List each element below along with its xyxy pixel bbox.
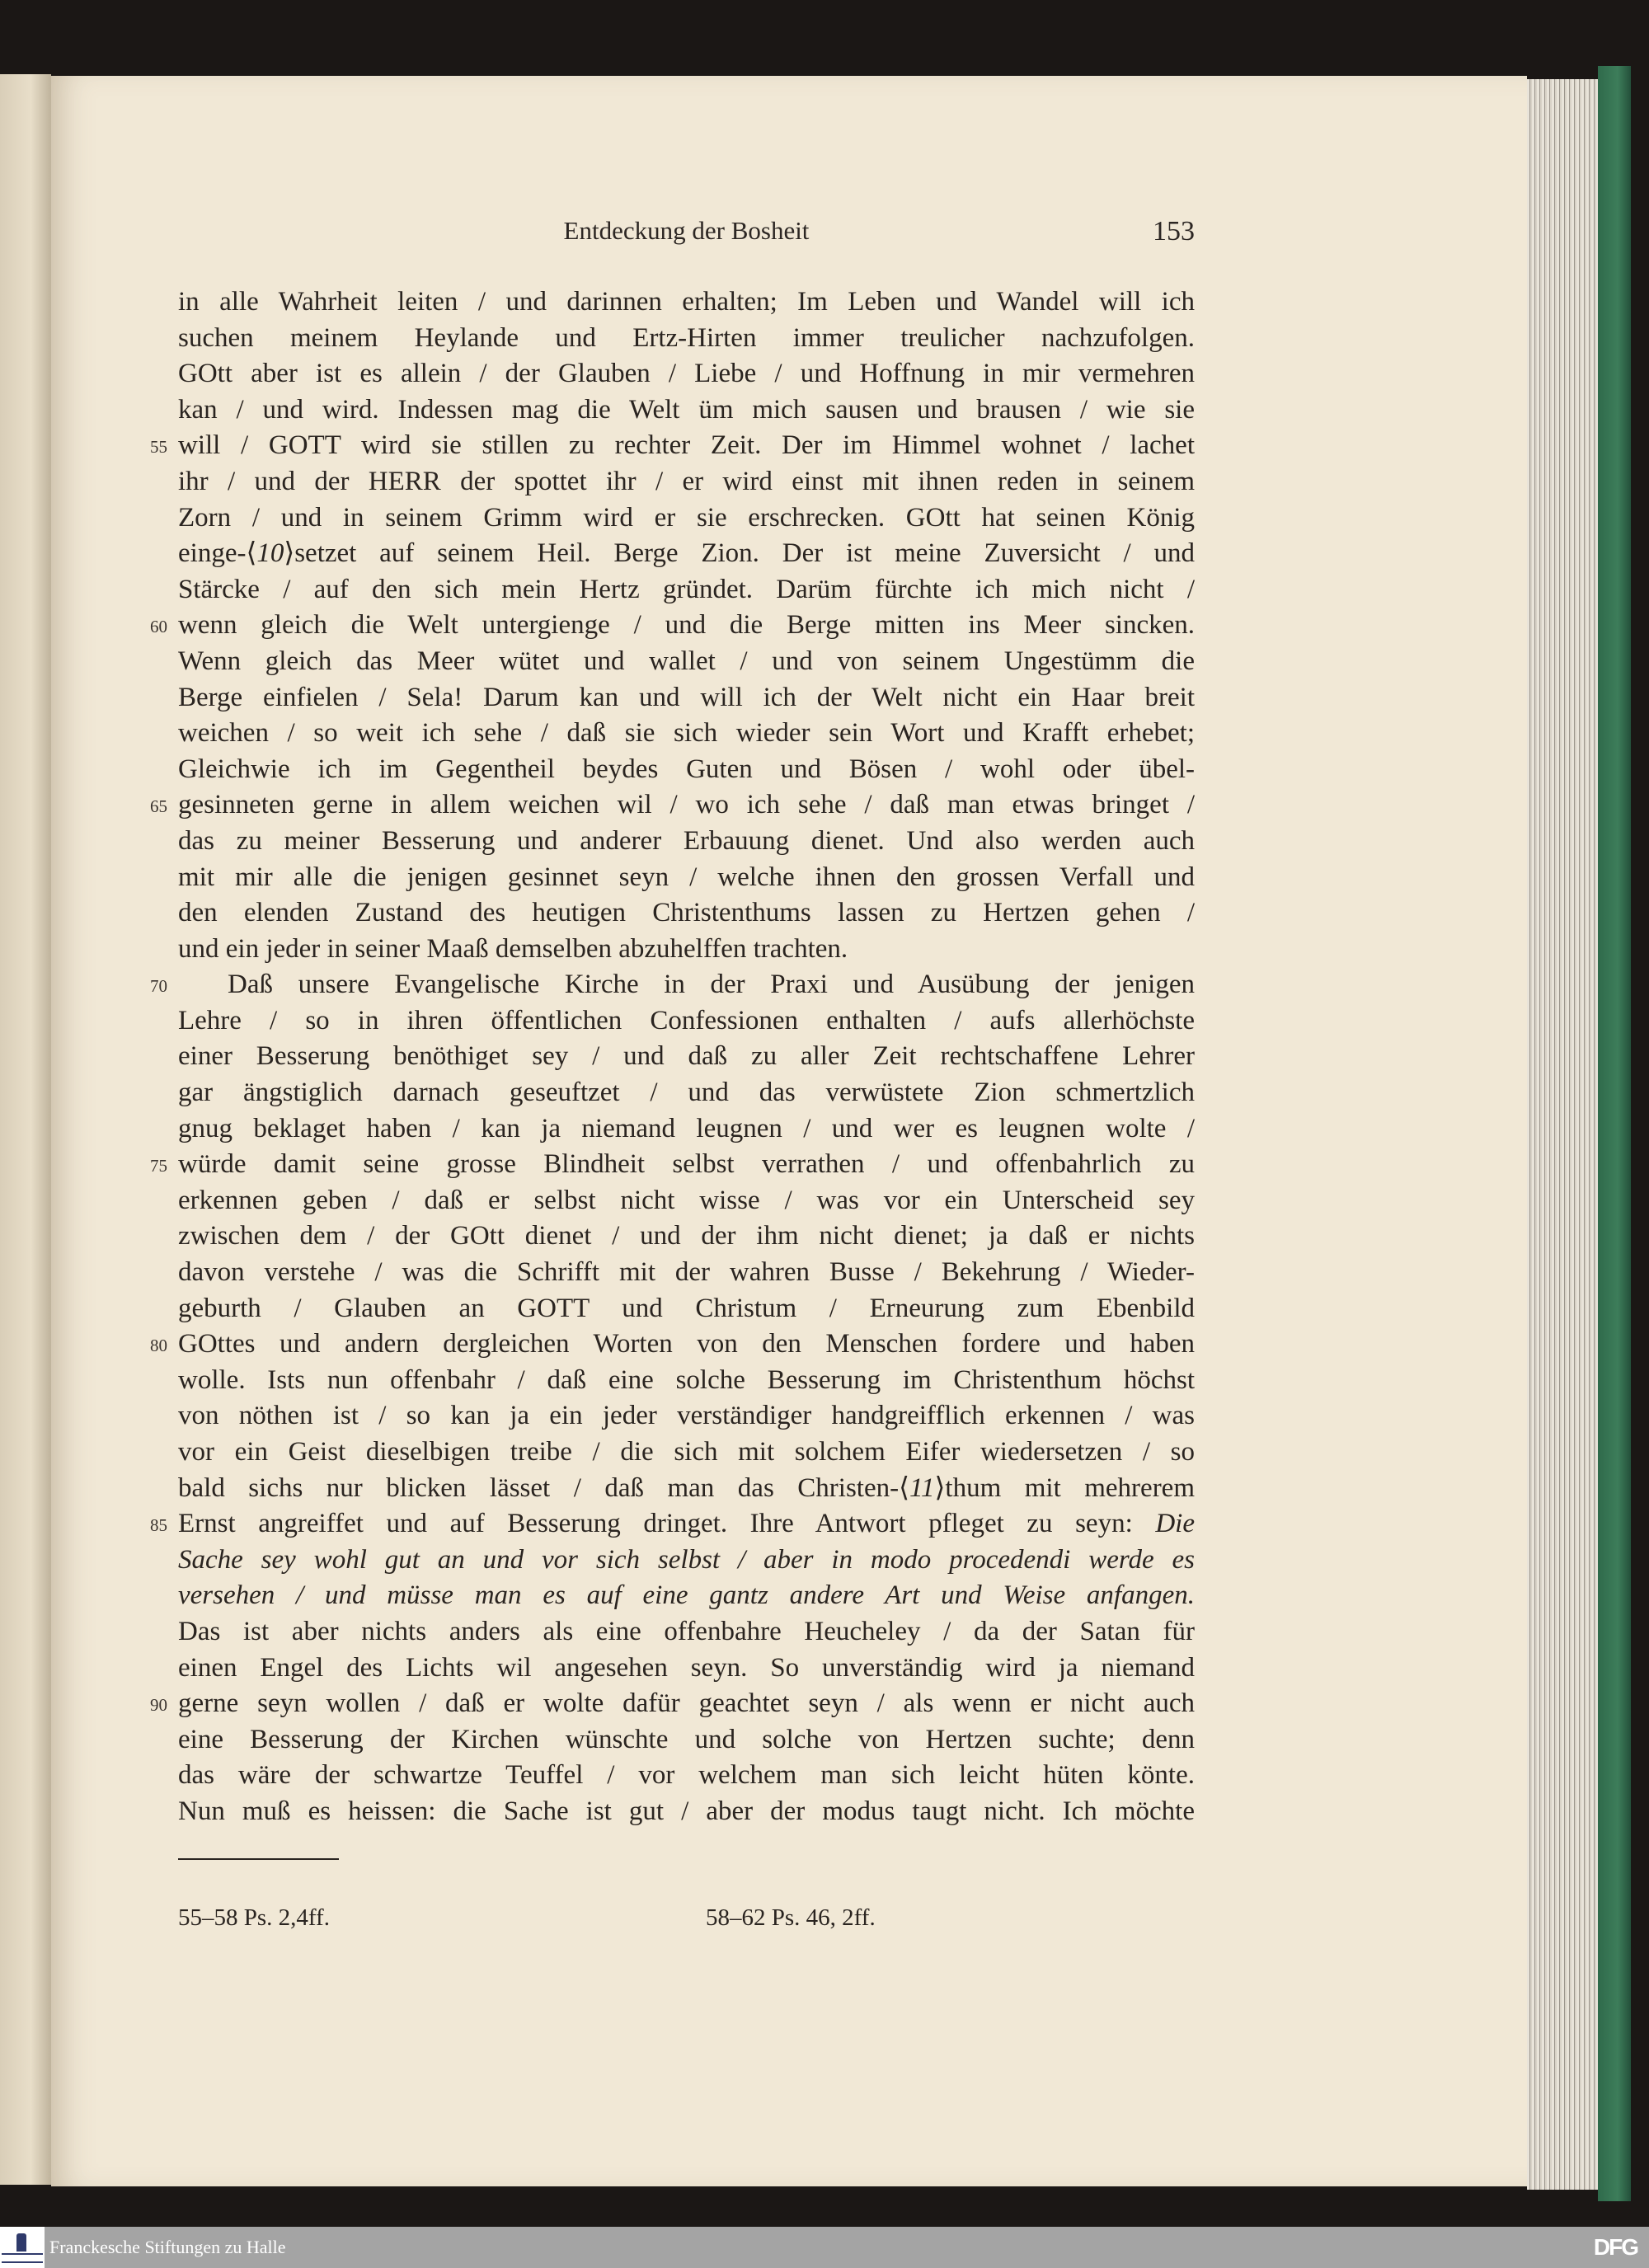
text-segment: davon verstehe / was die Schrifft mit der wahren Busse / Bekehrung / Wieder- (178, 1257, 1195, 1288)
text-segment: Das ist aber nichts anders als eine offenbahre Heucheley / da der Satan für (178, 1616, 1195, 1646)
text-line (178, 1003, 1195, 1040)
line-number: 55 (150, 437, 167, 458)
text-segment: das wäre der schwartze Teuffel / vor welchem man sich leicht hüten könte. (178, 1760, 1195, 1791)
text-line (178, 824, 1195, 860)
line-number: 75 (150, 1156, 167, 1176)
viewer-footer (0, 2227, 1649, 2268)
text-line (178, 752, 1195, 788)
text-segment: mit mir alle die jenigen gesinnet seyn / welche ihnen den grossen Verfall und (178, 862, 1195, 892)
text-line (178, 1471, 1195, 1507)
text-line (178, 644, 1195, 680)
text-segment: und ein jeder in seiner Maaß demselben abzuhelffen trachten. (178, 933, 848, 964)
italic-text: versehen / und müsse man es auf eine gantz andere Art und Weise anfangen. (178, 1580, 1195, 1611)
text-segment: Ernst angreiffet und auf Besserung dringet. Ihre Antwort pfleget zu seyn: (178, 1509, 1156, 1539)
text-segment: kan / und wird. Indessen mag die Welt üm mich sausen und brausen / wie sie (178, 394, 1195, 425)
text-line (178, 1111, 1195, 1148)
text-segment: gerne seyn wollen / daß er wolte dafür geachtet seyn / als wenn er nicht auch (178, 1688, 1195, 1719)
footnote: 55–58 Ps. 2,4ff. (178, 1904, 330, 1931)
line-number: 60 (150, 617, 167, 637)
text-line (178, 1183, 1195, 1219)
text-line (178, 321, 1195, 357)
text-line (178, 860, 1195, 896)
text-line (150, 1686, 1195, 1722)
text-line (178, 1363, 1195, 1399)
text-segment: einge-⟨ (178, 538, 257, 569)
text-segment: würde damit seine grosse Blindheit selbst verrathen / und offenbahrlich zu (178, 1149, 1195, 1180)
text-line (178, 536, 1195, 572)
text-line (150, 787, 1195, 824)
line-number: 65 (150, 796, 167, 817)
text-line (178, 1543, 1195, 1579)
text-segment: einer Besserung benöthiget sey / und daß zu aller Zeit rechtschaffene Lehrer (178, 1041, 1195, 1072)
text-line (150, 608, 1195, 644)
text-segment: Gleichwie ich im Gegentheil beydes Guten und Bösen / wohl oder übel- (178, 754, 1195, 784)
text-segment: vor ein Geist dieselbigen treibe / die sich mit solchem Eifer wiedersetzen / so (178, 1437, 1195, 1467)
text-segment: Stärcke / auf den sich mein Hertz gründet. Darüm fürchte ich mich nicht / (178, 574, 1195, 604)
text-line (178, 1614, 1195, 1651)
text-line (150, 1147, 1195, 1183)
text-line (178, 356, 1195, 392)
text-segment: zwischen dem / der GOtt dienet / und der ihm nicht dienet; ja daß er nichts (178, 1221, 1195, 1251)
text-segment: weichen / so weit ich sehe / daß sie sich wieder sein Wort und Krafft erhebet; (178, 718, 1195, 749)
text-line (178, 680, 1195, 716)
italic-text: Sache sey wohl gut an und vor sich selbst / aber in modo procedendi werde es (178, 1544, 1195, 1575)
text-line (178, 1291, 1195, 1327)
text-segment: GOtt aber ist es allein / der Glauben / Liebe / und Hoffnung in mir vermehren (178, 359, 1195, 389)
text-line (178, 1219, 1195, 1255)
text-segment: Zorn / und in seinem Grimm wird er sie erschrecken. GOtt hat seinen König (178, 502, 1195, 533)
text-segment: einen Engel des Lichts wil angesehen seyn. So unverständig wird ja niemand (178, 1652, 1195, 1683)
italic-text: 11 (909, 1472, 935, 1503)
text-segment: eine Besserung der Kirchen wünschte und solche von Hertzen suchte; denn (178, 1724, 1195, 1754)
dfg-logo: DFG (1593, 2234, 1637, 2260)
body-text (150, 284, 1196, 1830)
text-line (150, 1506, 1195, 1543)
text-segment: das zu meiner Besserung und anderer Erbauung dienet. Und also werden auch (178, 825, 1195, 856)
text-line (178, 1039, 1195, 1075)
line-number: 90 (150, 1695, 167, 1716)
footnote-rule (178, 1858, 339, 1860)
text-line (178, 1722, 1195, 1759)
italic-text: Die (1155, 1509, 1195, 1539)
text-segment: GOttes und andern dergleichen Worten von den Menschen fordere und haben (178, 1329, 1195, 1359)
previous-page-edge (0, 74, 51, 2185)
text-line (150, 1327, 1195, 1363)
text-segment: den elenden Zustand des heutigen Christenthums lassen zu Hertzen gehen / (178, 898, 1195, 928)
text-line (178, 716, 1195, 752)
page-stack-edges (1527, 79, 1598, 2190)
text-segment: Nun muß es heissen: die Sache ist gut / aber der modus taugt nicht. Ich möchte (178, 1796, 1195, 1826)
text-line (178, 1398, 1195, 1435)
text-line (178, 1758, 1195, 1794)
text-line (178, 1578, 1195, 1614)
institution-name: Franckesche Stiftungen zu Halle (49, 2237, 286, 2257)
text-line (178, 1651, 1195, 1687)
text-line (178, 1794, 1195, 1830)
running-head (178, 216, 1195, 257)
institution-logo (0, 2227, 45, 2268)
text-line (178, 1435, 1195, 1471)
text-segment: wenn gleich die Welt untergienge / und die Berge mitten ins Meer sincken. (178, 610, 1195, 641)
line-number: 80 (150, 1336, 167, 1356)
text-line (150, 428, 1195, 464)
text-line (178, 572, 1195, 608)
line-number: 70 (150, 976, 167, 997)
text-line (178, 464, 1195, 500)
text-segment: ⟩setzet auf seinem Heil. Berge Zion. Der ist meine Zuversicht / und (284, 538, 1195, 569)
text-line (178, 895, 1195, 932)
text-segment: ihr / und der HERR der spottet ihr / er wird einst mit ihnen reden in seinem (178, 466, 1195, 496)
text-segment: Wenn gleich das Meer wütet und wallet / und von seinem Ungestümm die (178, 646, 1195, 676)
text-line (150, 967, 1195, 1003)
text-segment: geburth / Glauben an GOTT und Christum / Erneurung zum Ebenbild (178, 1293, 1195, 1323)
book-cover-edge (1598, 66, 1631, 2201)
text-segment: gesinneten gerne in allem weichen wil / wo ich sehe / daß man etwas bringet / (178, 790, 1195, 820)
text-segment: ⟩thum mit mehrerem (934, 1472, 1196, 1503)
italic-text: 10 (256, 538, 284, 569)
line-number: 85 (150, 1515, 167, 1536)
footnote: 58–62 Ps. 46, 2ff. (706, 1904, 876, 1931)
text-segment: bald sichs nur blicken lässet / daß man das Christen-⟨ (178, 1472, 909, 1503)
text-segment: von nöthen ist / so kan ja ein jeder verständiger handgreifflich erkennen / was (178, 1401, 1195, 1431)
text-line (178, 1255, 1195, 1291)
text-segment: Daß unsere Evangelische Kirche in der Praxi und Ausübung der jenigen (228, 970, 1195, 1000)
text-segment: wolle. Ists nun offenbahr / daß eine solche Besserung im Christenthum höchst (178, 1364, 1195, 1395)
page-number: 153 (1153, 216, 1195, 247)
text-segment: erkennen geben / daß er selbst nicht wisse / was vor ein Unterscheid sey (178, 1185, 1195, 1215)
text-segment: Berge einfielen / Sela! Darum kan und will ich der Welt nicht ein Haar breit (178, 682, 1195, 712)
text-segment: will / GOTT wird sie stillen zu rechter Zeit. Der im Himmel wohnet / lachet (178, 430, 1195, 461)
text-segment: Lehre / so in ihren öffentlichen Confessionen enthalten / aufs allerhöchste (178, 1005, 1195, 1035)
text-line (178, 500, 1195, 537)
running-head-title: Entdeckung der Bosheit (563, 216, 810, 245)
text-segment: suchen meinem Heylande und Ertz-Hirten immer treulicher nachzufolgen. (178, 322, 1195, 353)
text-segment: in alle Wahrheit leiten / und darinnen erhalten; Im Leben und Wandel will ich (178, 287, 1195, 317)
text-line (178, 392, 1195, 429)
text-segment: gar ängstiglich darnach geseuftzet / und das verwüstete Zion schmertzlich (178, 1078, 1195, 1108)
text-segment: gnug beklaget haben / kan ja niemand leugnen / und wer es leugnen wolte / (178, 1113, 1195, 1143)
text-line (178, 932, 1195, 968)
text-line (178, 284, 1195, 321)
text-line (178, 1075, 1195, 1111)
